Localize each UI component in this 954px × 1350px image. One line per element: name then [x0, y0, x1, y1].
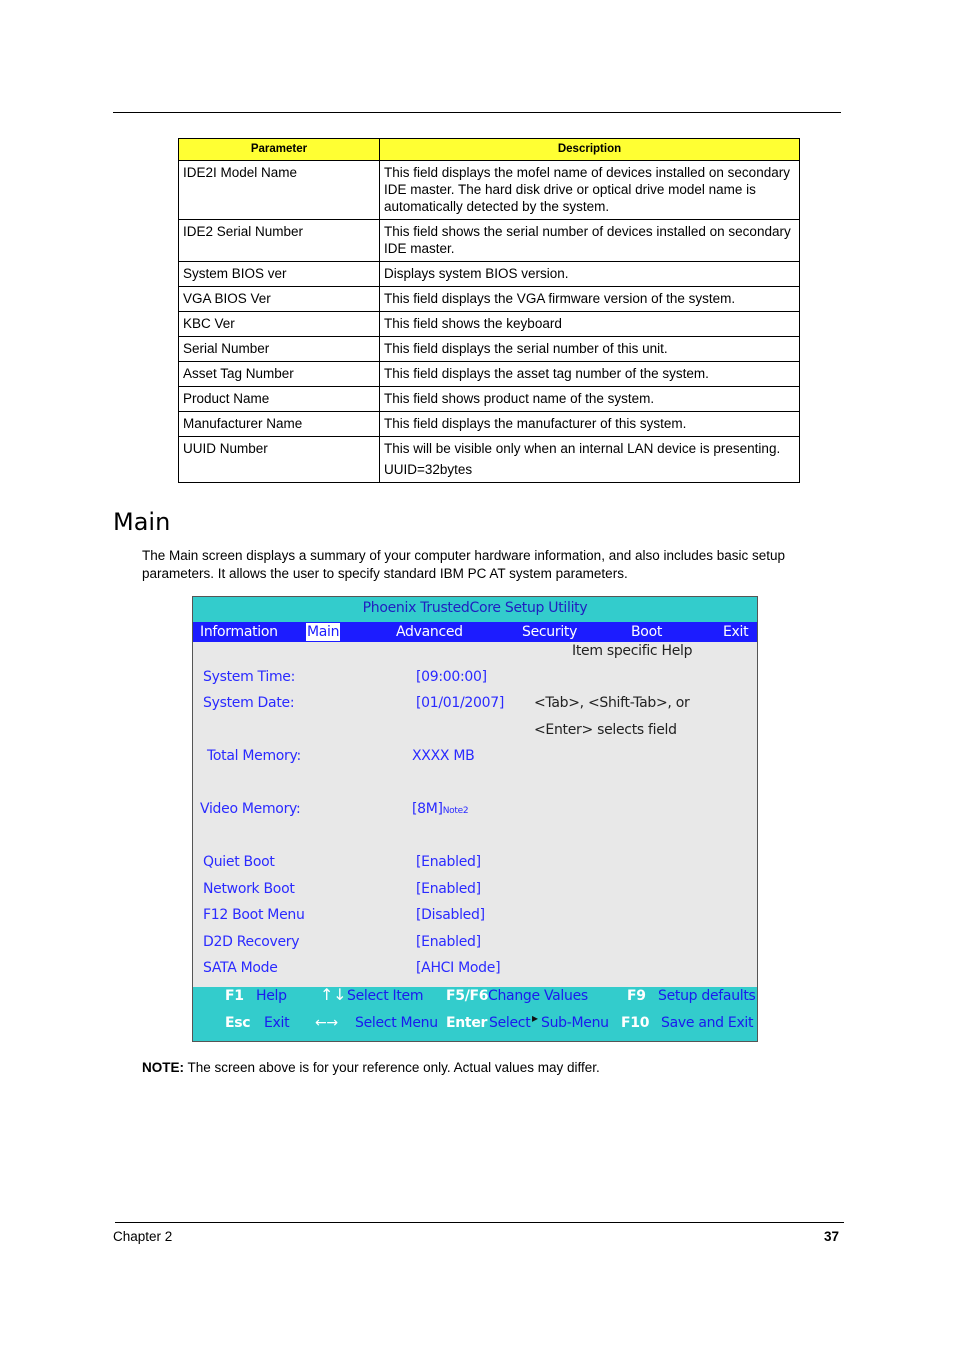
table-row [179, 437, 800, 483]
description-cell [380, 362, 800, 387]
tab-main[interactable]: Main [307, 624, 340, 640]
description-text: This field shows product name of the system. [384, 391, 655, 406]
value-video-memory[interactable] [412, 801, 468, 817]
value-system-time[interactable]: [09:00:00] [416, 669, 487, 685]
help-line-2: <Enter> selects field [534, 722, 677, 738]
description-text: Displays system BIOS version. [384, 266, 569, 281]
tab-security[interactable]: Security [522, 624, 578, 640]
description-text: This field displays the asset tag number of the system. [384, 366, 709, 381]
description-cell [380, 337, 800, 362]
enter-key: Enter [446, 1015, 488, 1031]
value-system-date[interactable]: [01/01/2007] [416, 695, 505, 711]
description-extra: UUID=32bytes [384, 462, 473, 477]
video-memory-value-text: [8M] [412, 801, 443, 817]
f1-label: Help [256, 988, 287, 1004]
description-text: This field shows the keyboard [384, 316, 562, 331]
value-f12-boot-menu[interactable]: [Disabled] [416, 907, 485, 923]
submenu-arrow-icon: ▸ [532, 1011, 538, 1025]
value-network-boot[interactable]: [Enabled] [416, 881, 481, 897]
table-row [179, 262, 800, 287]
table-row [179, 362, 800, 387]
parameter-cell: System BIOS ver [179, 262, 380, 287]
description-cell [380, 220, 800, 262]
bios-footer [193, 987, 757, 1041]
parameter-cell: IDE2I Model Name [179, 161, 380, 220]
description-text: This field shows the serial number of devices installed on secondary IDE master. [384, 224, 791, 256]
description-cell [380, 262, 800, 287]
table-body [179, 161, 800, 483]
label-video-memory: Video Memory: [200, 801, 301, 817]
footer-rule [115, 1222, 844, 1223]
value-sata-mode[interactable]: [AHCI Mode] [416, 960, 501, 976]
description-cell [380, 287, 800, 312]
label-sata-mode: SATA Mode [203, 960, 278, 976]
description-cell [380, 312, 800, 337]
bios-title: Phoenix TrustedCore Setup Utility [193, 597, 757, 622]
table-header-row [179, 139, 800, 161]
section-title: Main [113, 508, 171, 536]
description-cell [380, 437, 800, 483]
chapter-label: Chapter 2 [113, 1229, 173, 1244]
table-row [179, 337, 800, 362]
table-row [179, 161, 800, 220]
table-row [179, 312, 800, 337]
description-text: This field displays the VGA firmware version of the system. [384, 291, 736, 306]
parameter-cell: UUID Number [179, 437, 380, 483]
note-label: NOTE: [142, 1060, 184, 1075]
header-parameter: Parameter [179, 139, 380, 161]
submenu-label: Sub-Menu [541, 1015, 609, 1031]
select-item-label: Select Item [347, 988, 424, 1004]
tab-exit[interactable]: Exit [723, 624, 749, 640]
parameter-cell: Serial Number [179, 337, 380, 362]
parameter-table [178, 138, 800, 483]
f1-key: F1 [225, 988, 244, 1004]
description-cell [380, 412, 800, 437]
description-cell [380, 387, 800, 412]
label-quiet-boot: Quiet Boot [203, 854, 275, 870]
section-intro: The Main screen displays a summary of your computer hardware information, and also includes basic setup parameters. It allows the user to specify standard IBM PC AT system parameters. [142, 548, 786, 581]
description-text: This field displays the manufacturer of this system. [384, 416, 687, 431]
description-text: This field displays the serial number of this unit. [384, 341, 668, 356]
note [142, 1060, 600, 1075]
header-rule [113, 112, 841, 113]
select-menu-label: Select Menu [355, 1015, 438, 1031]
description-text: This field displays the mofel name of devices installed on secondary IDE master. The hard disk drive or optical drive model name is automatically detected by the system. [384, 165, 790, 214]
description-cell [380, 161, 800, 220]
setup-defaults-label: Setup defaults [658, 988, 756, 1004]
value-quiet-boot[interactable]: [Enabled] [416, 854, 481, 870]
left-right-arrows-icon: ←→ [315, 1015, 338, 1031]
label-f12-boot-menu: F12 Boot Menu [203, 907, 305, 923]
select-label: Select [489, 1015, 531, 1031]
parameter-cell: Asset Tag Number [179, 362, 380, 387]
table-row [179, 412, 800, 437]
bios-screen [192, 596, 758, 1042]
label-total-memory: Total Memory: [207, 748, 301, 764]
change-values-label: Change Values [488, 988, 588, 1004]
header-description: Description [380, 139, 800, 161]
tab-advanced[interactable]: Advanced [396, 624, 463, 640]
note-text: The screen above is for your reference only. Actual values may differ. [187, 1060, 600, 1075]
esc-label: Exit [264, 1015, 290, 1031]
bios-menu-bar [193, 622, 757, 642]
label-d2d-recovery: D2D Recovery [203, 934, 300, 950]
tab-information[interactable]: Information [200, 624, 278, 640]
parameter-cell: IDE2 Serial Number [179, 220, 380, 262]
label-system-time: System Time: [203, 669, 296, 685]
parameter-cell: VGA BIOS Ver [179, 287, 380, 312]
video-memory-note: Note2 [442, 806, 469, 816]
up-down-arrows-icon: ↑↓ [320, 985, 347, 1004]
parameter-cell: Product Name [179, 387, 380, 412]
parameter-cell: KBC Ver [179, 312, 380, 337]
parameter-cell: Manufacturer Name [179, 412, 380, 437]
f10-key: F10 [621, 1015, 650, 1031]
description-text: This will be visible only when an internal LAN device is presenting. [384, 441, 781, 456]
help-title: Item specific Help [572, 643, 693, 659]
label-network-boot: Network Boot [203, 881, 295, 897]
help-line-1: <Tab>, <Shift-Tab>, or [534, 695, 690, 711]
label-system-date: System Date: [203, 695, 295, 711]
f5f6-key: F5/F6 [446, 988, 489, 1004]
f9-key: F9 [627, 988, 646, 1004]
table-row [179, 387, 800, 412]
value-d2d-recovery[interactable]: [Enabled] [416, 934, 481, 950]
table-row [179, 220, 800, 262]
save-exit-label: Save and Exit [661, 1015, 754, 1031]
value-total-memory: XXXX MB [412, 748, 475, 764]
table-row [179, 287, 800, 312]
esc-key: Esc [225, 1015, 251, 1031]
page-number: 37 [824, 1229, 840, 1244]
tab-boot[interactable]: Boot [631, 624, 663, 640]
